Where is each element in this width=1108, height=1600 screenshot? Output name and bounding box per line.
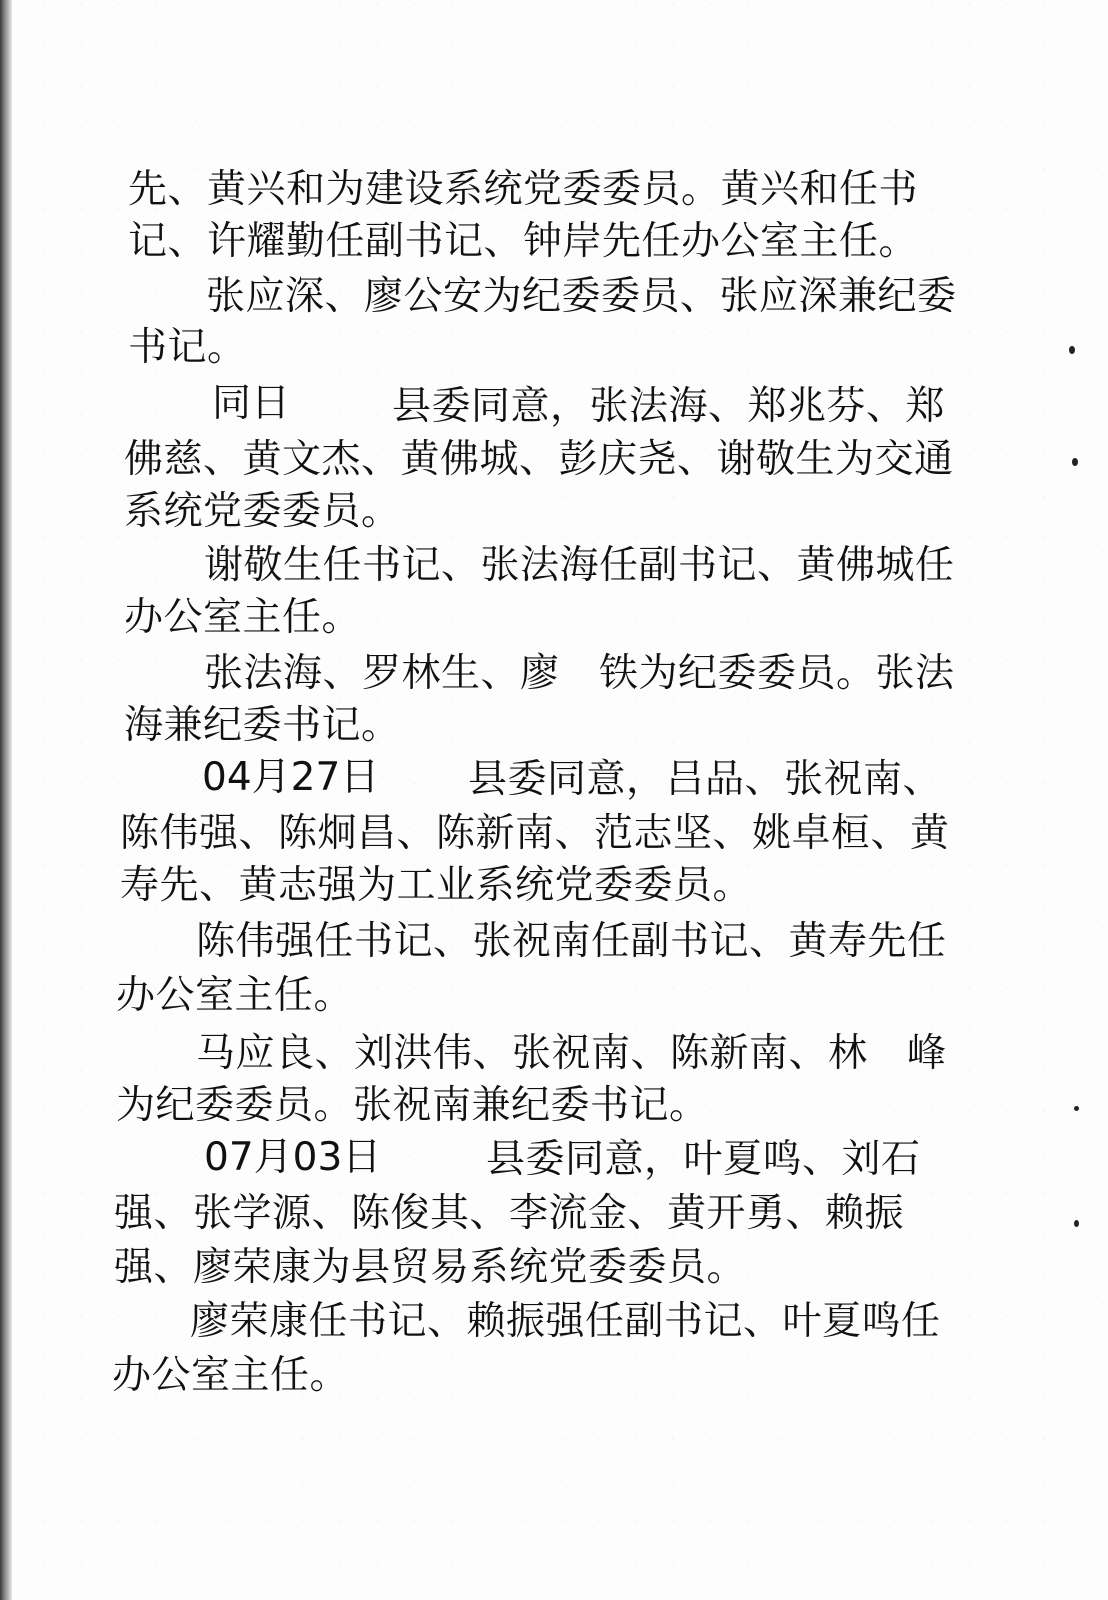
text-line: 强、张学源、陈俊其、李流金、黄开勇、赖振 [114,1191,905,1236]
text-line: 办公室主任。 [116,973,354,1018]
scan-speck [1074,1106,1079,1111]
text-line: 廖荣康任书记、赖振强任副书记、叶夏鸣任 [190,1299,941,1344]
text-line: 书记。 [128,325,247,370]
text-line: 县委同意，叶夏鸣、刘石 [486,1137,921,1182]
text-line: 寿先、黄志强为工业系统党委委员。 [120,863,753,908]
text-line: 佛慈、黄文杰、黄佛城、彭庆尧、谢敬生为交通 [124,437,954,482]
text-line: 陈伟强任书记、张祝南任副书记、黄寿先任 [196,919,947,964]
text-line: 强、廖荣康为县贸易系统党委委员。 [114,1245,747,1290]
text-line: 办公室主任。 [124,595,362,640]
text-line: 为纪委委员。张祝南兼纪委书记。 [116,1083,709,1128]
text-line: 县委同意，吕品、张祝南、 [468,757,943,802]
text-line: 张应深、廖公安为纪委委员、张应深兼纪委 [206,274,957,319]
text-line: 记、许耀勤任副书记、钟岸先任办公室主任。 [128,219,919,264]
scan-speck [1074,1220,1079,1227]
text-line: 办公室主任。 [112,1353,350,1398]
text-line: 陈伟强、陈炯昌、陈新南、范志坚、姚卓桓、黄 [120,811,950,856]
text-line: 先、黄兴和为建设系统党委委员。黄兴和任书 [128,167,919,212]
entry-date: 07月03日 [204,1135,382,1180]
text-line: 谢敬生任书记、张法海任副书记、黄佛城任 [204,543,955,588]
entry-date: 同日 [212,381,291,426]
text-line: 马应良、刘洪伟、张祝南、陈新南、林 峰 [196,1031,947,1076]
scan-speck [1072,458,1078,466]
text-line: 海兼纪委书记。 [124,703,401,748]
scan-speck [1069,346,1075,354]
text-line: 县委同意，张法海、郑兆芬、郑 [392,384,946,429]
text-line: 系统党委委员。 [124,489,401,534]
entry-date: 04月27日 [202,755,380,800]
scan-edge-shadow [0,0,12,1600]
text-line: 张法海、罗林生、廖 铁为纪委委员。张法 [204,651,955,696]
